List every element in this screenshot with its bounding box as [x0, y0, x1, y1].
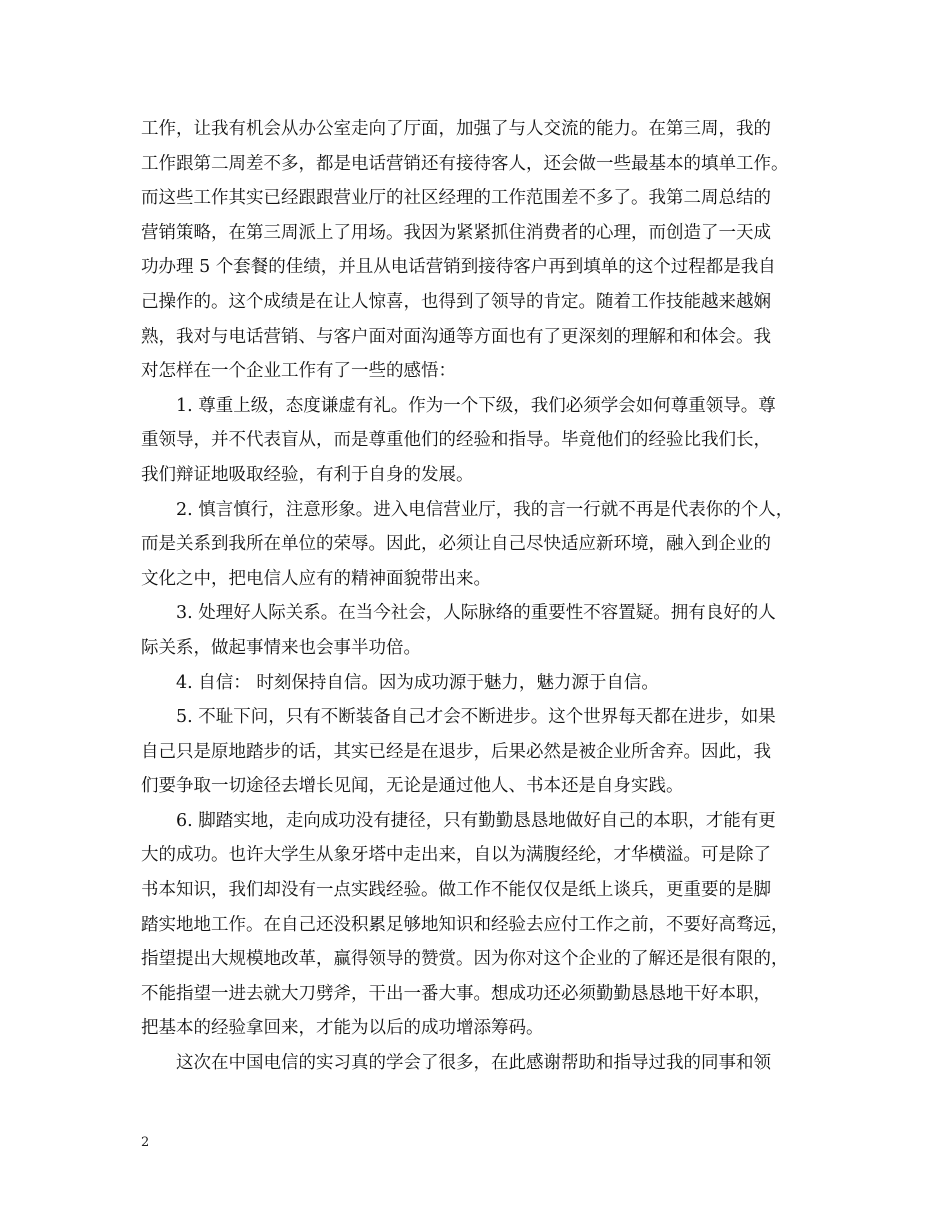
- list-item-6-line-6: 不能指望一进去就大刀劈斧，干出一番大事。想成功还必须勤勤恳恳地干好本职，: [141, 983, 771, 1004]
- text-line-4: 营销策略，在第三周派上了用场。我因为紧紧抓住消费者的心理，而创造了一天成: [141, 222, 771, 243]
- list-item-2-line-1: 2. 慎言慎行，注意形象。进入电信营业厅，我的言一行就不再是代表你的个人，: [176, 499, 794, 520]
- list-item-1-line-2: 重领导，并不代表盲从，而是尊重他们的经验和指导。毕竟他们的经验比我们长，: [141, 430, 771, 451]
- closing-paragraph-line-1: 这次在中国电信的实习真的学会了很多，在此感谢帮助和指导过我的同事和领: [176, 1053, 771, 1074]
- text-line-7: 熟，我对与电话营销、与客户面对面沟通等方面也有了更深刻的理解和和体会。我: [141, 326, 771, 347]
- list-item-6-line-7: 把基本的经验拿回来，才能为以后的成功增添筹码。: [141, 1018, 544, 1039]
- text-line-8: 对怎样在一个企业工作有了一些的感悟：: [141, 361, 456, 382]
- list-item-1-line-1: 1. 尊重上级，态度谦虚有礼。作为一个下级，我们必须学会如何尊重领导。尊: [176, 395, 776, 416]
- list-item-6-line-1: 6. 脚踏实地，走向成功没有捷径，只有勤勤恳恳地做好自己的本职，才能有更: [176, 810, 776, 831]
- list-item-6-line-3: 书本知识，我们却没有一点实践经验。做工作不能仅仅是纸上谈兵，更重要的是脚: [141, 880, 771, 901]
- list-item-6-line-5: 指望提出大规模地改革，赢得领导的赞赏。因为你对这个企业的了解还是很有限的，: [141, 949, 789, 970]
- list-item-4-line-1: 4. 自信： 时刻保持自信。因为成功源于魅力，魅力源于自信。: [176, 672, 659, 693]
- page-number: 2: [141, 1135, 150, 1150]
- list-item-6-line-2: 大的成功。也许大学生从象牙塔中走出来，自以为满腹经纶，才华横溢。可是除了: [141, 845, 771, 866]
- text-line-1: 工作，让我有机会从办公室走向了厅面，加强了与人交流的能力。在第三周，我的: [141, 119, 771, 139]
- list-item-2-line-3: 文化之中，把电信人应有的精神面貌带出来。: [141, 568, 491, 589]
- text-line-6: 己操作的。这个成绩是在让人惊喜，也得到了领导的肯定。随着工作技能越来越娴: [141, 291, 771, 312]
- list-item-2-line-2: 而是关系到我所在单位的荣辱。因此，必须让自己尽快适应新环境，融入到企业的: [141, 534, 771, 555]
- list-item-3-line-1: 3. 处理好人际关系。在当今社会，人际脉络的重要性不容置疑。拥有良好的人: [176, 603, 776, 624]
- text-line-2: 工作跟第二周差不多，都是电话营销还有接待客人，还会做一些最基本的填单工作。: [141, 153, 789, 174]
- list-item-3-line-2: 际关系，做起事情来也会事半功倍。: [141, 637, 421, 658]
- text-line-3: 而这些工作其实已经跟跟营业厅的社区经理的工作范围差不多了。我第二周总结的: [141, 188, 771, 209]
- list-item-5-line-3: 们要争取一切途径去增长见闻，无论是通过他人、书本还是自身实践。: [141, 776, 684, 797]
- text-line-5: 功办理 5 个套餐的佳绩，并且从电话营销到接待客户再到填单的这个过程都是我自: [141, 257, 776, 278]
- list-item-5-line-2: 自己只是原地踏步的话，其实已经是在退步，后果必然是被企业所舍弃。因此，我: [141, 741, 771, 762]
- list-item-6-line-4: 踏实地地工作。在自己还没积累足够地知识和经验去应付工作之前，不要好高骛远，: [141, 914, 789, 935]
- document-body: [141, 112, 831, 1081]
- list-item-5-line-1: 5. 不耻下问，只有不断装备自己才会不断进步。这个世界每天都在进步，如果: [176, 707, 776, 728]
- list-item-1-line-3: 我们辩证地吸取经验，有利于自身的发展。: [141, 464, 474, 485]
